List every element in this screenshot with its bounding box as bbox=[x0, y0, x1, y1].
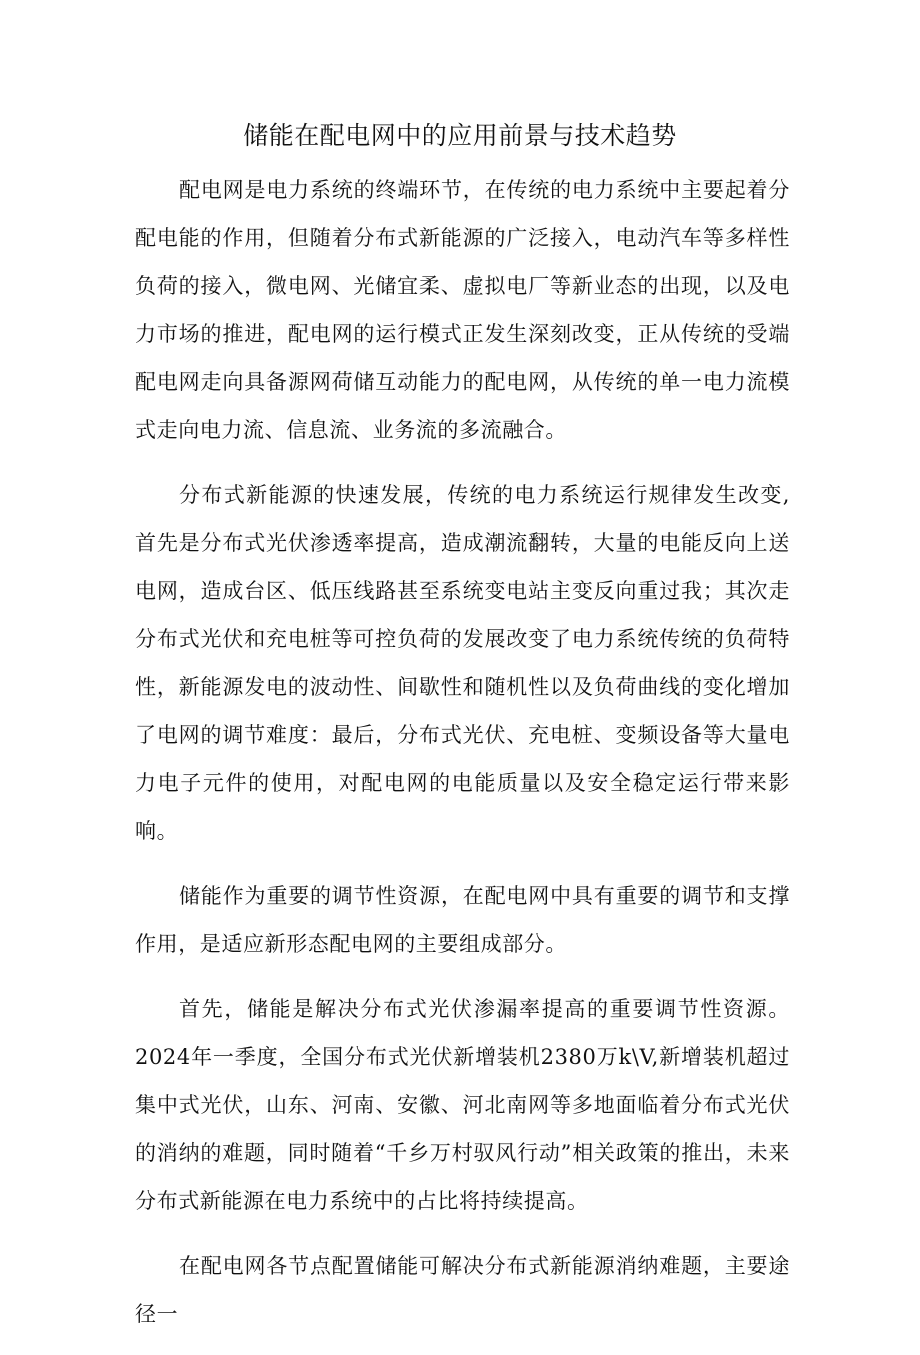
paragraph-5: 在配电网各节点配置储能可解决分布式新能源消纳难题，主要途径一 bbox=[135, 1254, 790, 1326]
paragraph-4: 首先，储能是解决分布式光伏渗漏率提高的重要调节性资源。2024年一季度，全国分布式光伏新增装机2380万k\V,新增装机超过集中式光伏，山东、河南、安徽、河北南网等多地面临着分布式光伏的消纳的难题，同时随着“千乡万村驭风行动”相关政策的推出，未来分布式新能源在电力系统中的占比将持续提高。 bbox=[135, 997, 790, 1213]
document-body bbox=[135, 166, 790, 1355]
paragraph-3: 储能作为重要的调节性资源，在配电网中具有重要的调节和支撑作用，是适应新形态配电网的主要组成部分。 bbox=[135, 884, 790, 956]
paragraph-2: 分布式新能源的快速发展，传统的电力系统运行规律发生改变,首先是分布式光伏渗透率提高，造成潮流翻转，大量的电能反向上送电网，造成台区、低压线路甚至系统变电站主变反向重过我；其次走分布式光伏和充电桩等可控负荷的发展改变了电力系统传统的负荷特性，新能源发电的波动性、间歇性和随机性以及负荷曲线的变化增加了电网的调节难度：最后，分布式光伏、充电桩、变频设备等大量电力电子元件的使用，对配电网的电能质量以及安全稳定运行带来影响。 bbox=[135, 483, 790, 843]
paragraph-1: 配电网是电力系统的终端环节，在传统的电力系统中主要起着分配电能的作用，但随着分布式新能源的广泛接入，电动汽车等多样性负荷的接入，微电网、光储宜柔、虚拟电厂等新业态的出现，以及电力市场的推进，配电网的运行模式正发生深刻改变，正从传统的受端配电网走向具备源网荷储互动能力的配电网，从传统的单一电力流模式走向电力流、信息流、业务流的多流融合。 bbox=[135, 178, 790, 442]
document-title: 储能在配电网中的应用前景与技术趋势 bbox=[243, 121, 677, 150]
